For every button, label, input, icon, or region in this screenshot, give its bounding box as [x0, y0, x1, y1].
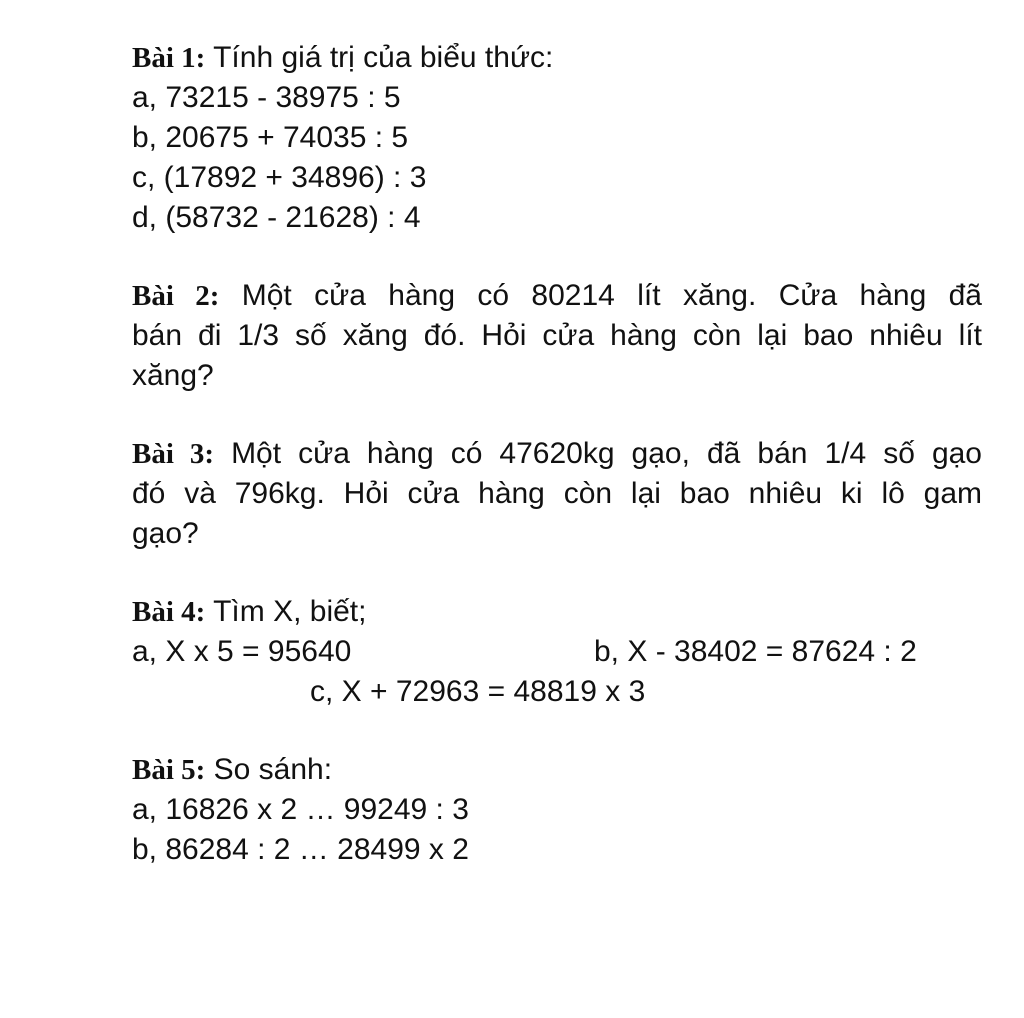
- exercise-4-row-ab: [132, 632, 982, 672]
- exercise-1-heading: [132, 38, 982, 78]
- exercise-4-item-c: c, X + 72963 = 48819 x 3: [310, 675, 646, 708]
- exercise-2-line-3: xăng?: [132, 359, 214, 392]
- exercise-2-text-1: Một cửa hàng có 80214 lít xăng. Cửa hàng đã: [241, 279, 982, 312]
- exercise-5-label: Bài 5:: [132, 754, 206, 786]
- exercise-5-item-a: a, 16826 x 2 … 99249 : 3: [132, 793, 469, 826]
- exercise-2: [132, 276, 982, 396]
- exercise-4-heading: [132, 592, 982, 632]
- exercise-2-label: Bài 2:: [132, 280, 220, 312]
- exercise-3-line-3: gạo?: [132, 517, 199, 550]
- exercise-1-title: Tính giá trị của biểu thức:: [213, 41, 554, 74]
- exercise-4: [132, 592, 982, 712]
- exercise-1-item-d: d, (58732 - 21628) : 4: [132, 201, 421, 234]
- exercise-5-title: So sánh:: [213, 753, 333, 786]
- exercise-1-item-b: b, 20675 + 74035 : 5: [132, 121, 409, 154]
- document-page: [132, 38, 982, 870]
- exercise-2-line-1: [132, 276, 982, 316]
- exercise-2-line-2: bán đi 1/3 số xăng đó. Hỏi cửa hàng còn lại bao nhiêu lít: [132, 319, 982, 352]
- exercise-3-text-1: Một cửa hàng có 47620kg gạo, đã bán 1/4 số gạo: [231, 437, 982, 470]
- exercise-1-item-c: c, (17892 + 34896) : 3: [132, 161, 427, 194]
- exercise-4-label: Bài 4:: [132, 596, 206, 628]
- exercise-3: [132, 434, 982, 554]
- exercise-4-item-b: b, X - 38402 = 87624 : 2: [594, 635, 917, 668]
- exercise-5-item-b: b, 86284 : 2 … 28499 x 2: [132, 833, 469, 866]
- exercise-4-item-a: a, X x 5 = 95640: [132, 635, 352, 668]
- exercise-4-title: Tìm X, biết;: [213, 595, 367, 628]
- exercise-5-heading: [132, 750, 982, 790]
- exercise-3-line-1: [132, 434, 982, 474]
- exercise-1-item-a: a, 73215 - 38975 : 5: [132, 81, 401, 114]
- exercise-5: [132, 750, 982, 870]
- exercise-1-label: Bài 1:: [132, 42, 206, 74]
- exercise-1: [132, 38, 982, 238]
- exercise-3-line-2: đó và 796kg. Hỏi cửa hàng còn lại bao nhiêu ki lô gam: [132, 477, 982, 510]
- exercise-3-label: Bài 3:: [132, 438, 215, 470]
